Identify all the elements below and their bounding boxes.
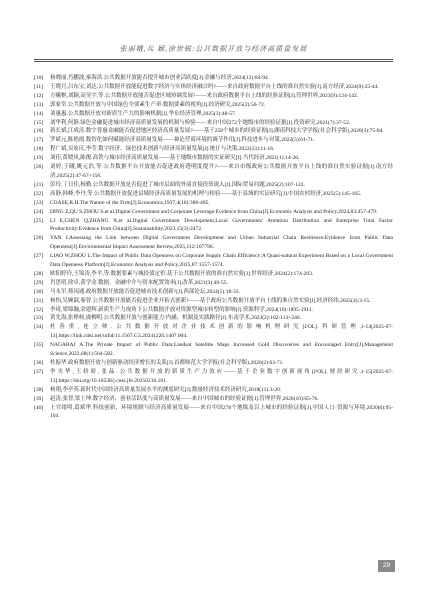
reference-number: [19] bbox=[34, 155, 44, 162]
reference-item bbox=[34, 359, 393, 368]
reference-item bbox=[34, 208, 393, 217]
reference-text: 杨翔,李亭英.新时代中国经济高质量发展水平的测度研究[J].数量经济技术经济研究,2018(11):3-20. bbox=[50, 386, 282, 393]
reference-number: [22] bbox=[34, 190, 44, 197]
header-rule-thin bbox=[34, 61, 393, 62]
reference-number: [35] bbox=[34, 342, 44, 349]
reference-item bbox=[34, 234, 393, 252]
reference-number: [17] bbox=[34, 137, 44, 144]
reference-number: [30] bbox=[34, 288, 44, 295]
reference-number: [33] bbox=[34, 315, 44, 322]
running-header: 张丽娥,兵 颖,徐世锐:公共数据开放与经济高质量发展 bbox=[119, 45, 308, 53]
reference-text: DING Z,QU S,ZHOU S,et al.Digital Government and Corporate Leverage:Evidence from China[J].Economic Analysis and Policy,2024,83:457-479. bbox=[50, 208, 378, 215]
reference-number: [37] bbox=[34, 368, 44, 375]
reference-item bbox=[34, 83, 393, 92]
reference-item bbox=[34, 119, 393, 128]
reference-text: 郭家堂.公共数据开放与中国绿色全要素生产率:数据要素的视角[J].经济研究,2025(2):56-72. bbox=[50, 101, 266, 108]
reference-number: [34] bbox=[34, 324, 44, 331]
reference-number: [21] bbox=[34, 181, 44, 188]
reference-number: [16] bbox=[34, 128, 44, 135]
reference-number: [36] bbox=[34, 360, 44, 366]
reference-item bbox=[34, 154, 393, 163]
reference-number: [28] bbox=[34, 270, 44, 277]
reference-text: 刘华利,何静.绿色金融促进城市经济高质量发展的机制与检验——来自中国272个地级市的经验证据[J].投资研究,2021(7):37-52. bbox=[50, 119, 351, 126]
reference-item bbox=[34, 127, 393, 136]
reference-number: [29] bbox=[34, 279, 44, 286]
reference-item bbox=[34, 368, 393, 386]
reference-number: [18] bbox=[34, 146, 44, 153]
reference-text: 杜振华.政府数据开放与创新驱动经济增长的关系[J].首都师范大学学报(社会科学版),2020(2):63-71. bbox=[50, 360, 284, 366]
reference-number: [20] bbox=[34, 164, 44, 171]
reference-item bbox=[34, 288, 393, 297]
reference-item bbox=[34, 190, 393, 199]
reference-text: 高静,韩峰,李丹,等.公共数据开放促进县域经济高质量发展的机理与检验——基于县域的实证研究[J].中国农村经济,2025(5):145-165. bbox=[50, 190, 362, 197]
reference-item bbox=[34, 92, 393, 101]
reference-text: 李琦,梁锦瀚,余建辉.新质生产力视角下公共数据开放对资源型城市转型的影响[J].资源科学,2024(10):1895-1911. bbox=[50, 306, 313, 313]
reference-item bbox=[34, 101, 393, 110]
reference-item bbox=[34, 181, 393, 190]
reference-item bbox=[34, 270, 393, 279]
reference-text: 李夹华,王娇娇,张晶.公共数据开放的新质生产力效应——基于企业数字创新视角[J/OL].财经研究,1-15[2025-07-13].https://doi.org/10.16538/j.cnki.jfe.20250216.101. bbox=[50, 368, 393, 384]
reference-item bbox=[34, 404, 393, 422]
reference-text: 肖思明,徐卓,黄学金.数据、金融中介与资本配置效率[J].改革,2021(3):40-55. bbox=[50, 279, 228, 286]
page-number: 29 bbox=[378, 560, 395, 572]
reference-item bbox=[34, 341, 393, 359]
reference-text: 蒋长斌,江成涛.数字普惠金融能否促进地区经济高质量发展?——基于258个城市的经验证据[J].湖南科技大学学报(社会科学版),2020(3):75-84. bbox=[50, 128, 384, 135]
reference-item bbox=[34, 297, 393, 306]
reference-number: [13] bbox=[34, 101, 44, 108]
reference-number: [27] bbox=[34, 253, 44, 260]
reference-number: [10] bbox=[34, 75, 44, 81]
reference-item bbox=[34, 306, 393, 315]
header-rule bbox=[34, 59, 393, 60]
reference-item bbox=[34, 199, 393, 208]
reference-item bbox=[34, 74, 393, 83]
reference-text: 赵涛,张智,梁上坤.数字经济、创业活跃度与高质量发展——来自中国城市的经验证据[J].管理世界,2020(10):65-76. bbox=[50, 395, 319, 402]
reference-item bbox=[34, 279, 393, 288]
reference-text: 欧阳婷玲,王锦涛,李平,等.数据要素与城投债定价:基于公共数据开放的准自然实验[J].世界经济,2024(2):174-203. bbox=[50, 270, 314, 277]
reference-number: [14] bbox=[34, 110, 44, 117]
reference-number: [40] bbox=[34, 404, 44, 411]
reference-text: COASE,R.H.The Nature of the Firm[J].Economica,1937,4(16):386-405. bbox=[50, 199, 210, 206]
reference-number: [15] bbox=[34, 119, 44, 126]
reference-number: [31] bbox=[34, 297, 44, 304]
reference-item bbox=[34, 110, 393, 119]
reference-text: 刘惠惠.公共数据开放对新质生产力的影响机制[J].华东经济管理,2025(3):48-57. bbox=[50, 110, 237, 117]
reference-number: [38] bbox=[34, 386, 44, 393]
reference-item bbox=[34, 163, 393, 181]
reference-number: [32] bbox=[34, 306, 44, 313]
reference-text: 黄先海,张榉柯,虞柳明.公共数据开放与创新能力:内涵、机制及实践路径[J].东南学术,2023(2):102-113+246. bbox=[50, 315, 302, 322]
reference-item bbox=[34, 217, 393, 235]
reference-number: [12] bbox=[34, 92, 44, 99]
reference-text: 杨晓丽,肖鹏波,秦海滨.公共数据开放能否提升城市创业活跃度[J].金融与经济,2024(12):84-94. bbox=[50, 75, 270, 81]
reference-text: 马永军,蔡闯通.政府数据开放能否促进城市技术创新?[J].西部论坛,2024(5):18-33. bbox=[50, 288, 240, 295]
reference-text: 彭玲,丁日佳,杨勤.公共数据开放是否促进了城市层面的外商直接投资流入[J].国际贸易问题,2025(2):107-122. bbox=[50, 181, 305, 188]
reference-number: [24] bbox=[34, 208, 44, 215]
reference-text: 王晓月,吕东宝,刘达.公共数据开放能促进数字经济与实体经济融合吗?——来自政府数据平台上线的准自然实验[J].南方经济,2024(9):25-44. bbox=[50, 83, 379, 90]
reference-item bbox=[34, 136, 393, 145]
reference-number: [23] bbox=[34, 199, 44, 206]
reference-number: [26] bbox=[34, 235, 44, 242]
reference-item bbox=[34, 395, 393, 404]
reference-text: 杨怡,吴婉淑,秦智.公共数据开放能否促进企业开拓式创新?——基于政府公共数据开放平台上线的准自然实验[J].经济经纬,2025(4):3-15. bbox=[50, 297, 371, 304]
reference-number: [11] bbox=[34, 83, 43, 90]
reference-number: [39] bbox=[34, 395, 44, 402]
reference-item bbox=[34, 323, 393, 341]
reference-item bbox=[34, 252, 393, 270]
reference-text: 方曦枢,刘颖,高昊宇,等.公共数据开放能否促进区域协调发展?——来自政府数据平台上线的经验证据[J].管理世界,2023(9):124-142. bbox=[50, 92, 359, 99]
reference-text: 刘佳,黄晓凤,陈俊.高铁与城市经济高质量发展——基于地级市数据的实证研究[J].当代经济,2021(1):14-26. bbox=[50, 155, 300, 162]
reference-text: NAGARAJ A.The Private Impact of Public Data:Landsat Satellite Maps Increased Gold Discoveries and Encouraged Entry[J].Management Science,2022,68(1):564-582. bbox=[50, 342, 393, 358]
reference-text: LIAO W,ZHOU L.The Impact of Public Data Openness on Corporate Supply Chain Efficiency:A Quasi-natural Experiment Based on a Local Government Data Openness Platform[J].Economic Analysis and Policy,2025,87:1557-1574. bbox=[50, 253, 393, 269]
reference-text: 程广斌,吴家庆,李莹.数字经济、绿色技术创新与经济高质量发展[J].统计与决策,2022(23):11-16. bbox=[50, 146, 275, 153]
reference-text: YAN J.Assessing the Link between Digital Government Development and Urban Industrial Chain Resilience:Evidence from Public Data Openness[J].Environmental Impact Assessment Review,2025,112:107796. bbox=[50, 235, 393, 251]
reference-text: 刘婷,王曦,姚元浩,等.公共数据平台开放能否促进政府透明度提升?——来自市级政府公共数据开放平台上线的准自然实验证据[J].南方经济,2025(2):47-67+158. bbox=[50, 164, 393, 179]
reference-list bbox=[34, 74, 393, 421]
reference-text: LI E,CHEN Q,ZHANG X,et al.Digital Government Development,Local Governments' Attention Distribution and Enterprise Total Factor Productivity:Evidence from China[J].Sustainability,2023,15(3):2472. bbox=[50, 217, 393, 233]
reference-number: [25] bbox=[34, 217, 44, 224]
reference-text: 罗斌元,陈艳霞.数智化如何赋能经济高质量发展——兼论营商环境的调节作用[J].科技进步与对策,2022(5):61-71. bbox=[50, 137, 315, 144]
reference-text: 杜善重,连立帅.公共数据开放对企业技术创新的影响机理研究[J/OL].科研管理,1-14[2025-07-13].https://link.cnki.net/urlid/11.1567.G3.20241226.1407.004. bbox=[50, 324, 393, 340]
reference-text: 上官绪明,葛斌华.科技创新、环境规制与经济高质量发展——来自中国278个地级及以上城市的经验证据[J].中国人口·资源与环境,2020(6):95-104. bbox=[50, 404, 393, 420]
reference-item bbox=[34, 145, 393, 154]
reference-item bbox=[34, 314, 393, 323]
reference-item bbox=[34, 386, 393, 395]
